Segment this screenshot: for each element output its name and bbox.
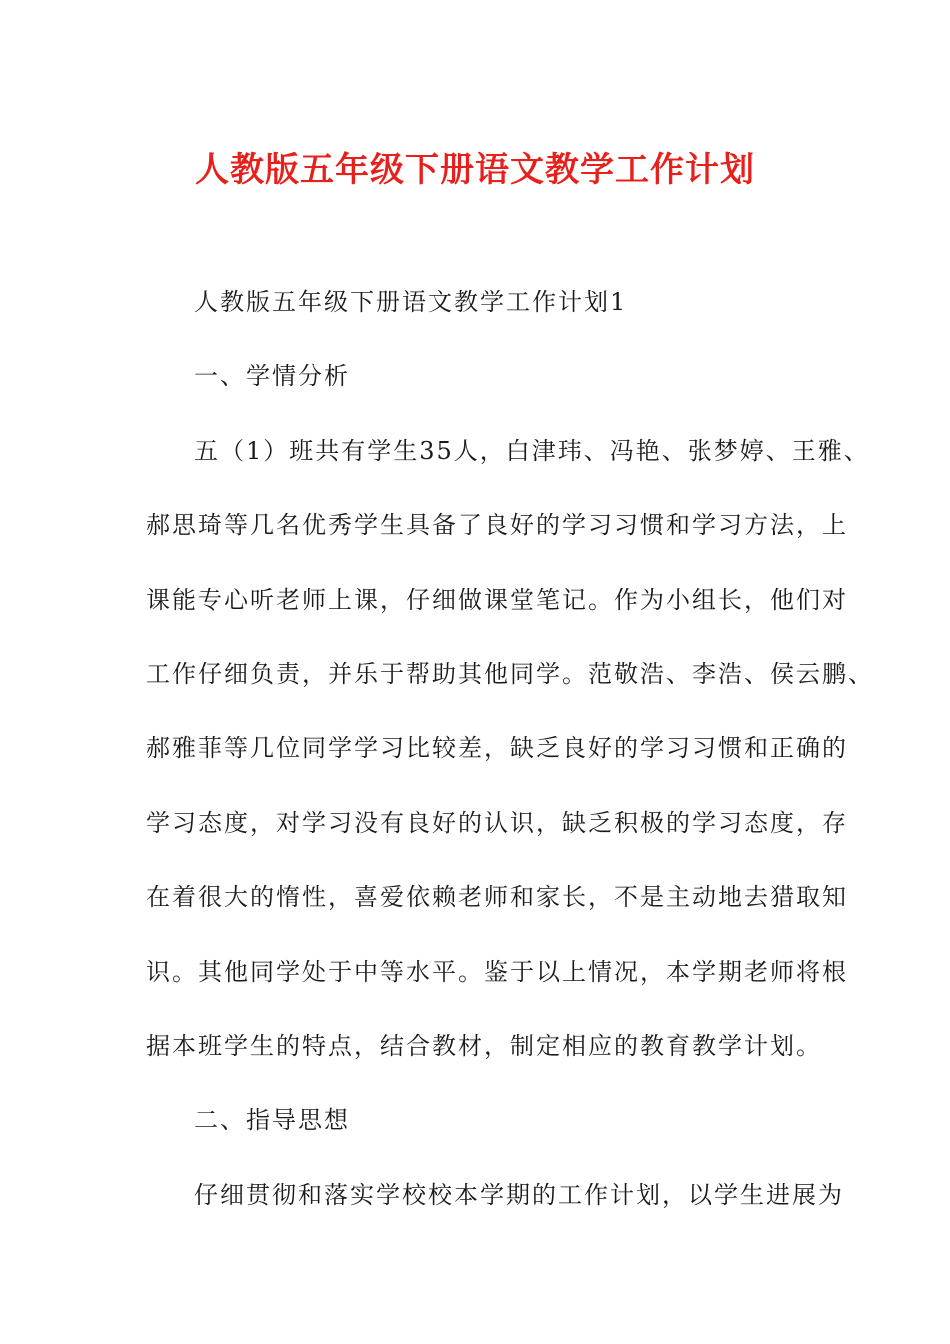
section-heading-guiding-ideology: 二、指导思想 bbox=[194, 1106, 350, 1135]
section-heading-plan-1: 人教版五年级下册语文教学工作计划1 bbox=[194, 288, 628, 316]
paragraph-line: 仔细贯彻和落实学校校本学期的工作计划，以学生进展为 bbox=[194, 1180, 844, 1209]
paragraph-line: 识。其他同学处于中等水平。鉴于以上情况，本学期老师将根 bbox=[146, 957, 848, 986]
paragraph-line: 课能专心听老师上课，仔细做课堂笔记。作为小组长，他们对 bbox=[146, 585, 848, 614]
section-heading-student-analysis: 一、学情分析 bbox=[194, 362, 350, 391]
document-title: 人教版五年级下册语文教学工作计划 bbox=[195, 150, 755, 190]
paragraph-line: 在着很大的惰性，喜爱依赖老师和家长，不是主动地去猎取知 bbox=[146, 883, 848, 912]
paragraph-line: 五（1）班共有学生35人，白津玮、冯艳、张梦婷、王雅、 bbox=[194, 436, 870, 465]
paragraph-line: 工作仔细负责，并乐于帮助其他同学。范敬浩、李浩、侯云鹏、 bbox=[146, 659, 874, 688]
paragraph-line: 郝雅菲等几位同学学习比较差，缺乏良好的学习习惯和正确的 bbox=[146, 734, 848, 763]
paragraph-line: 学习态度，对学习没有良好的认识，缺乏积极的学习态度，存 bbox=[146, 808, 848, 837]
paragraph-line: 郝思琦等几名优秀学生具备了良好的学习习惯和学习方法，上 bbox=[146, 511, 848, 540]
document-body bbox=[146, 278, 874, 1245]
paragraph-line: 据本班学生的特点，结合教材，制定相应的教育教学计划。 bbox=[146, 1031, 822, 1060]
